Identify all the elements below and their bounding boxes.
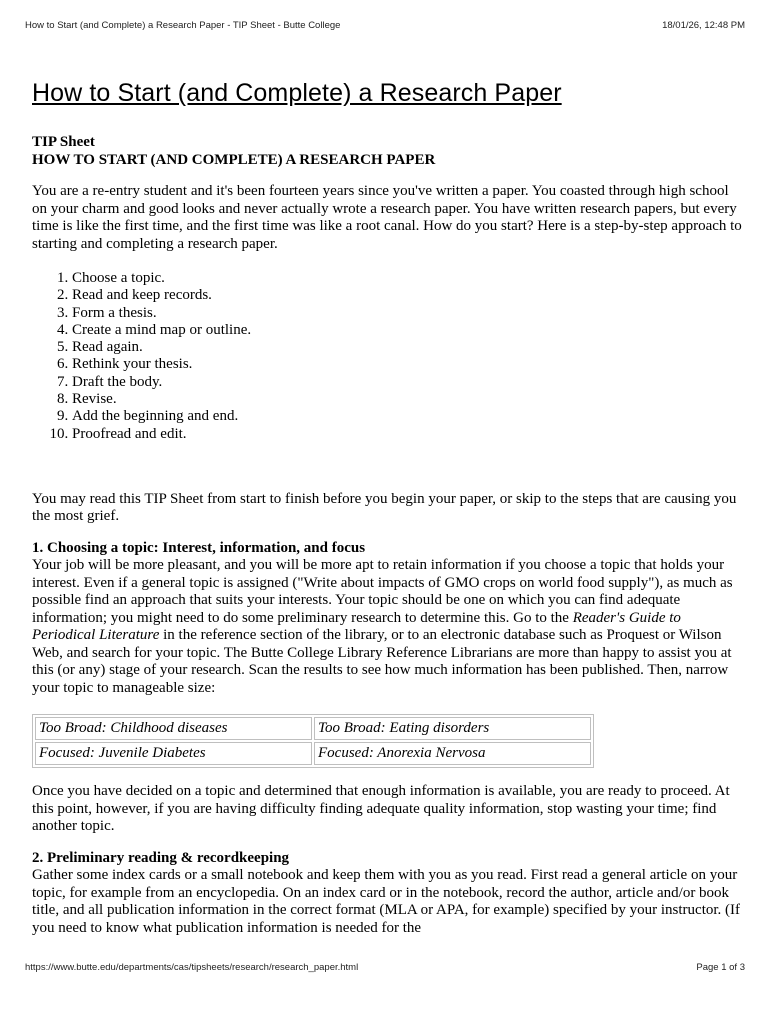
step-item: 3. Form a thesis. <box>72 305 744 322</box>
print-header-datetime: 18/01/26, 12:48 PM <box>662 20 745 31</box>
intro-paragraph: You are a re-entry student and it's been fourteen years since you've written a paper. You coasted through high school on your charm and good looks and never actually wrote a research paper. You have written research papers, but every time is like the first time, and the first time was like a root canal. How do you start? Here is a step-by-step approach to starting and completing a research paper. <box>32 183 742 252</box>
section-2-body: Gather some index cards or a small notebook and keep them with you as you read. First read a general article on your topic, for example from an encyclopedia. On an index card or in the notebook, record the author, article and/or book title, and all publication information in the correct format (MLA or APA, for example) specified by your instructor. (If you need to know what publication information is needed for the <box>32 867 741 936</box>
step-item: 2. Read and keep records. <box>72 287 744 304</box>
page-title: How to Start (and Complete) a Research Paper <box>32 79 562 107</box>
step-item: 9. Add the beginning and end. <box>72 408 744 425</box>
table-cell: Focused: Juvenile Diabetes <box>35 742 312 765</box>
table-cell: Focused: Anorexia Nervosa <box>314 742 591 765</box>
step-item: 1. Choose a topic. <box>72 270 744 287</box>
tip-heading <box>32 134 744 169</box>
section-1-body-italic: Reader's Guide to Periodical Literature <box>32 609 681 644</box>
print-footer-url: https://www.butte.edu/departments/cas/tipsheets/research/research_paper.html <box>25 962 359 973</box>
section-1-body-part1: Your job will be more pleasant, and you will be more apt to retain information if you choose a topic that holds your interest. Even if a general topic is assigned ("Write about impacts of GMO crops on world food supply"), as much as possible find an approach that suits your interests. Your topic should be one on which you can find adequate information; you might need to do some preliminary research to determine this. Go to the <box>32 557 733 626</box>
step-item: 8. Revise. <box>72 391 744 408</box>
print-header <box>25 20 745 31</box>
table-row <box>35 742 591 765</box>
print-footer-page: Page 1 of 3 <box>696 962 745 973</box>
table-cell: Too Broad: Eating disorders <box>314 717 591 740</box>
print-header-title: How to Start (and Complete) a Research Paper - TIP Sheet - Butte College <box>25 20 341 31</box>
print-footer <box>25 962 745 973</box>
topic-focus-table <box>32 714 594 768</box>
after-table-paragraph: Once you have decided on a topic and determined that enough information is available, you are ready to proceed. At this point, however, if you are having difficulty finding adequate quality information, stop wasting your time; find another topic. <box>32 783 730 835</box>
step-item: 10. Proofread and edit. <box>72 426 744 443</box>
section-1-body-part2: in the reference section of the library, or to an electronic database such as Proquest or Wilson Web, and search for your topic. The Butte College Library Reference Librarians are more than happy to assist you at this (or any) stage of your research. Scan the results to see how much information has been published. Then, narrow your topic to manageable size: <box>32 627 732 696</box>
table-row <box>35 717 591 740</box>
table-cell: Too Broad: Childhood diseases <box>35 717 312 740</box>
document-content <box>32 78 744 937</box>
section-2-title: 2. Preliminary reading & recordkeeping <box>32 849 290 866</box>
section-1-title: 1. Choosing a topic: Interest, information, and focus <box>32 539 366 556</box>
tip-label: TIP Sheet <box>32 134 95 150</box>
read-note-paragraph: You may read this TIP Sheet from start to finish before you begin your paper, or skip to the steps that are causing you the most grief. <box>32 490 737 525</box>
step-item: 5. Read again. <box>72 339 744 356</box>
steps-list <box>32 270 744 443</box>
tip-title: HOW TO START (AND COMPLETE) A RESEARCH PAPER <box>32 151 436 168</box>
step-item: 7. Draft the body. <box>72 374 744 391</box>
step-item: 4. Create a mind map or outline. <box>72 322 744 339</box>
section-1-body <box>32 557 744 697</box>
step-item: 6. Rethink your thesis. <box>72 356 744 373</box>
